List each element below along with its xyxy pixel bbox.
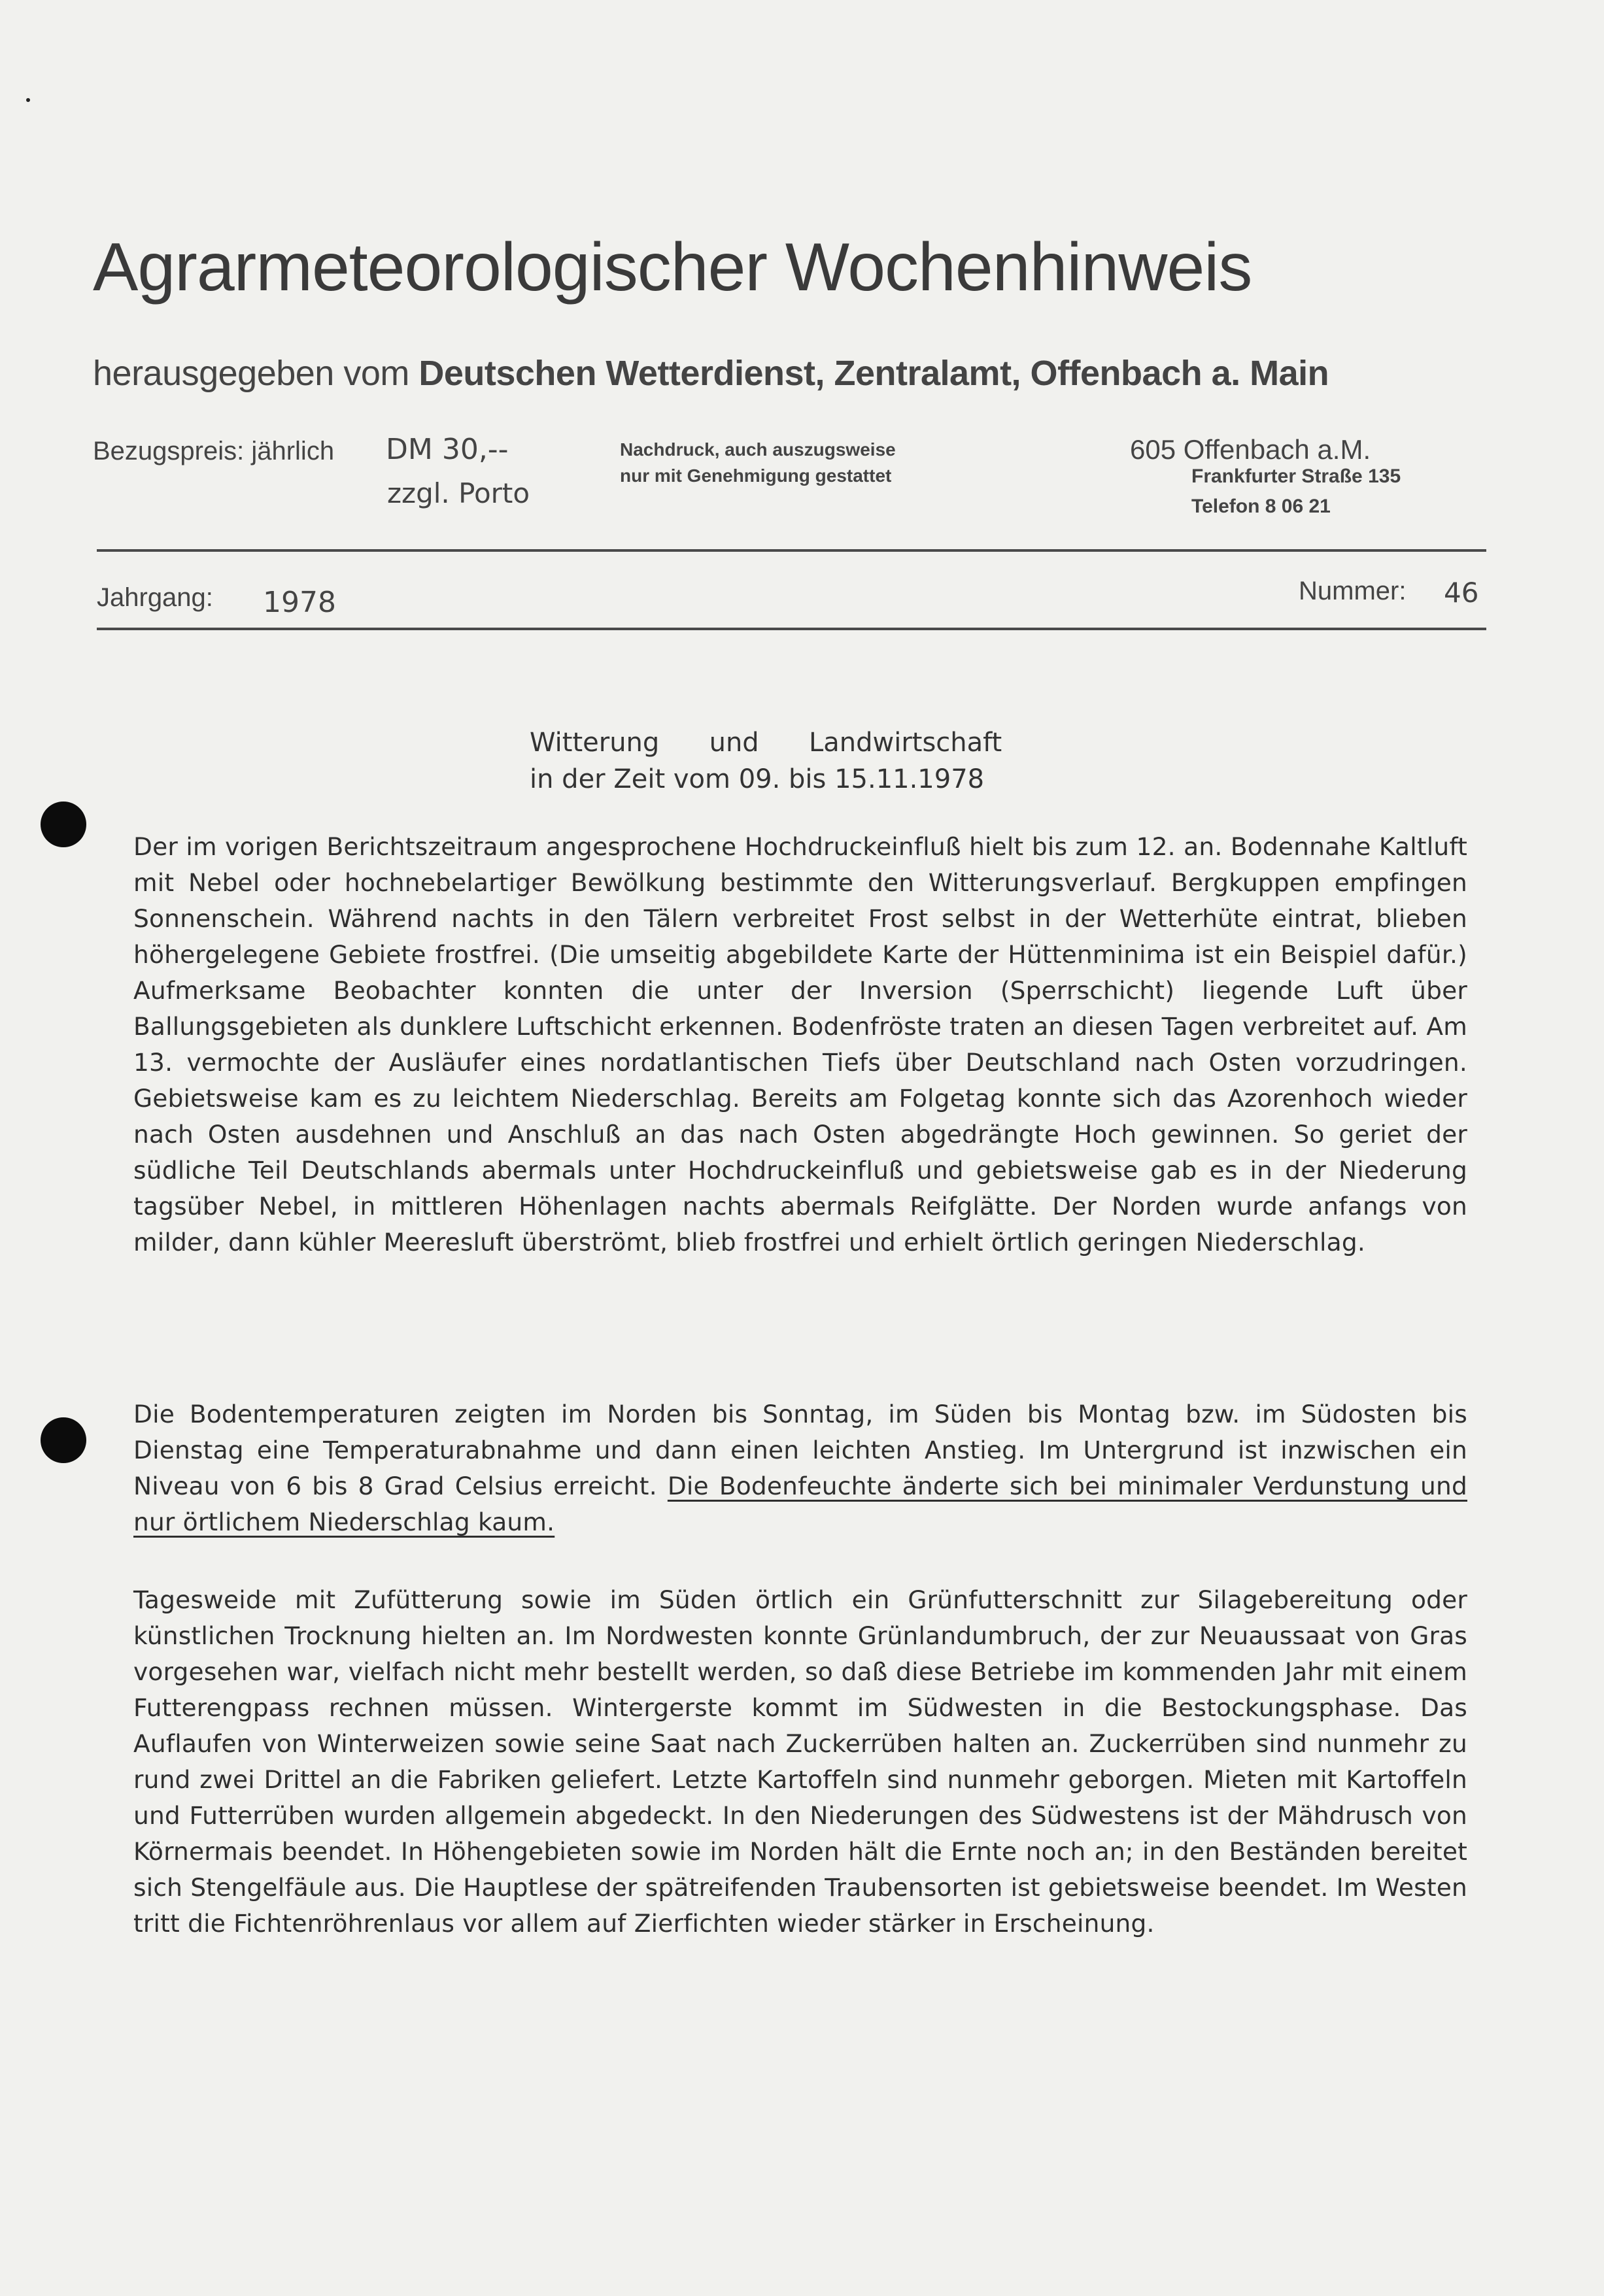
- header-rule-top: [97, 549, 1486, 552]
- agriculture-paragraph: Tagesweide mit Zufütterung sowie im Süden örtlich ein Grünfutterschnitt zur Silagebereitung oder künstlichen Trocknung hielten an. Im Nordwesten konnte Grünlandumbruch, der zur Neuaussaat von Gras vorgesehen war, vielfach nicht mehr bestellt werden, so daß diese Betriebe im kommenden Jahr mit einem Futterengpass rechnen müssen. Wintergerste kommt im Südwesten in die Bestockungsphase. Das Auflaufen von Winterweizen sowie seine Saat nach Zuckerrüben halten an. Zuckerrüben sind nunmehr zu rund zwei Drittel an die Fabriken geliefert. Letzte Kartoffeln sind nunmehr geborgen. Mieten mit Kartoffeln und Futterrüben wurden allgemein abgedeckt. In den Niederungen des Südwestens ist der Mähdrusch von Körnermais beendet. In Höhengebieten sowie im Norden hält die Ernte noch an; in den Beständen bereitet sich Stengelfäule aus. Die Hauptlese der spätreifenden Traubensorten ist gebietsweise beendet. Im Westen tritt die Fichtenröhrenlaus vor allem auf Zierfichten wieder stärker in Erscheinung.: [133, 1585, 1467, 1938]
- price-note: zzgl. Porto: [387, 477, 530, 509]
- document-title: Agrarmeteorologischer Wochenhinweis: [93, 229, 1252, 305]
- header-rule-bottom: [97, 628, 1486, 630]
- issue-number-value: 46: [1444, 577, 1479, 609]
- report-heading-line2: in der Zeit vom 09. bis 15.11.1978: [530, 764, 985, 794]
- publisher-prefix: herausgegeben vom: [93, 354, 419, 393]
- publisher-line: [93, 353, 1329, 394]
- soil-temperature-text: Die Bodentemperaturen zeigten im Norden bis Sonntag, im Süden bis Montag bzw. im Südosten bis Dienstag eine Temperaturabnahme und dann einen leichten Anstieg. Im Untergrund ist inzwischen ein Niveau von 6 bis 8 Grad Celsius erreicht.: [133, 1400, 1467, 1500]
- publisher-name: Deutschen Wetterdienst, Zentralamt, Offenbach a. Main: [418, 354, 1329, 393]
- address-street: Frankfurter Straße 135: [1191, 465, 1401, 487]
- year-value: 1978: [263, 586, 336, 619]
- issue-number-label: Nummer:: [1299, 577, 1407, 605]
- report-heading: [530, 724, 1053, 798]
- address-phone: Telefon 8 06 21: [1191, 496, 1331, 517]
- punch-hole-top: [41, 802, 86, 847]
- reprint-notice-line2: nur mit Genehmigung gestattet: [620, 465, 892, 486]
- reprint-notice-line1: Nachdruck, auch auszugsweise: [620, 439, 896, 460]
- report-heading-line1: Witterung und Landwirtschaft: [530, 728, 1002, 758]
- soil-paragraph: [133, 1396, 1467, 1540]
- punch-hole-bottom: [41, 1417, 86, 1463]
- price-label: Bezugspreis: jährlich: [93, 437, 335, 465]
- price-value: DM 30,--: [386, 433, 509, 466]
- weather-paragraph: Der im vorigen Berichtszeitraum angesprochene Hochdruckeinfluß hielt bis zum 12. an. Bodennahe Kaltluft mit Nebel oder hochnebelartiger Bewölkung bestimmte den Witterungsverlauf. Bergkuppen empfingen Sonnenschein. Während nachts in den Tälern verbreitet Frost selbst in der Wetterhüte eintrat, blieben höhergelegene Gebiete frostfrei. (Die umseitig abgebildete Karte der Hüttenminima ist ein Beispiel dafür.) Aufmerksame Beobachter konnten die unter der Inversion (Sperrschicht) liegende Luft über Ballungsgebieten als dunklere Luftschicht erkennen. Bodenfröste traten an diesen Tagen verbreitet auf. Am 13. vermochte der Ausläufer eines nordatlantischen Tiefs über Deutschland nach Osten vorzudringen. Gebietsweise kam es zu leichtem Niederschlag. Bereits am Folgetag konnte sich das Azorenhoch wieder nach Osten ausdehnen und Anschluß an das nach Osten abgedrängte Hoch gewinnen. So geriet der südliche Teil Deutschlands abermals unter Hochdruckeinfluß und gebietsweise gab es in der Niederung tagsüber Nebel, in mittleren Höhenlagen nachts abermals Reifglätte. Der Norden wurde anfangs von milder, dann kühler Meeresluft überströmt, blieb frostfrei und erhielt örtlich geringen Niederschlag.: [133, 832, 1467, 1257]
- year-label: Jahrgang:: [97, 583, 213, 612]
- soil-moisture-underlined-text: Die Bodenfeuchte änderte sich bei minimaler Verdunstung und nur örtlichem Niederschlag kaum.: [133, 1472, 1467, 1536]
- address-city: 605 Offenbach a.M.: [1130, 434, 1371, 465]
- paper-speck: [26, 98, 30, 102]
